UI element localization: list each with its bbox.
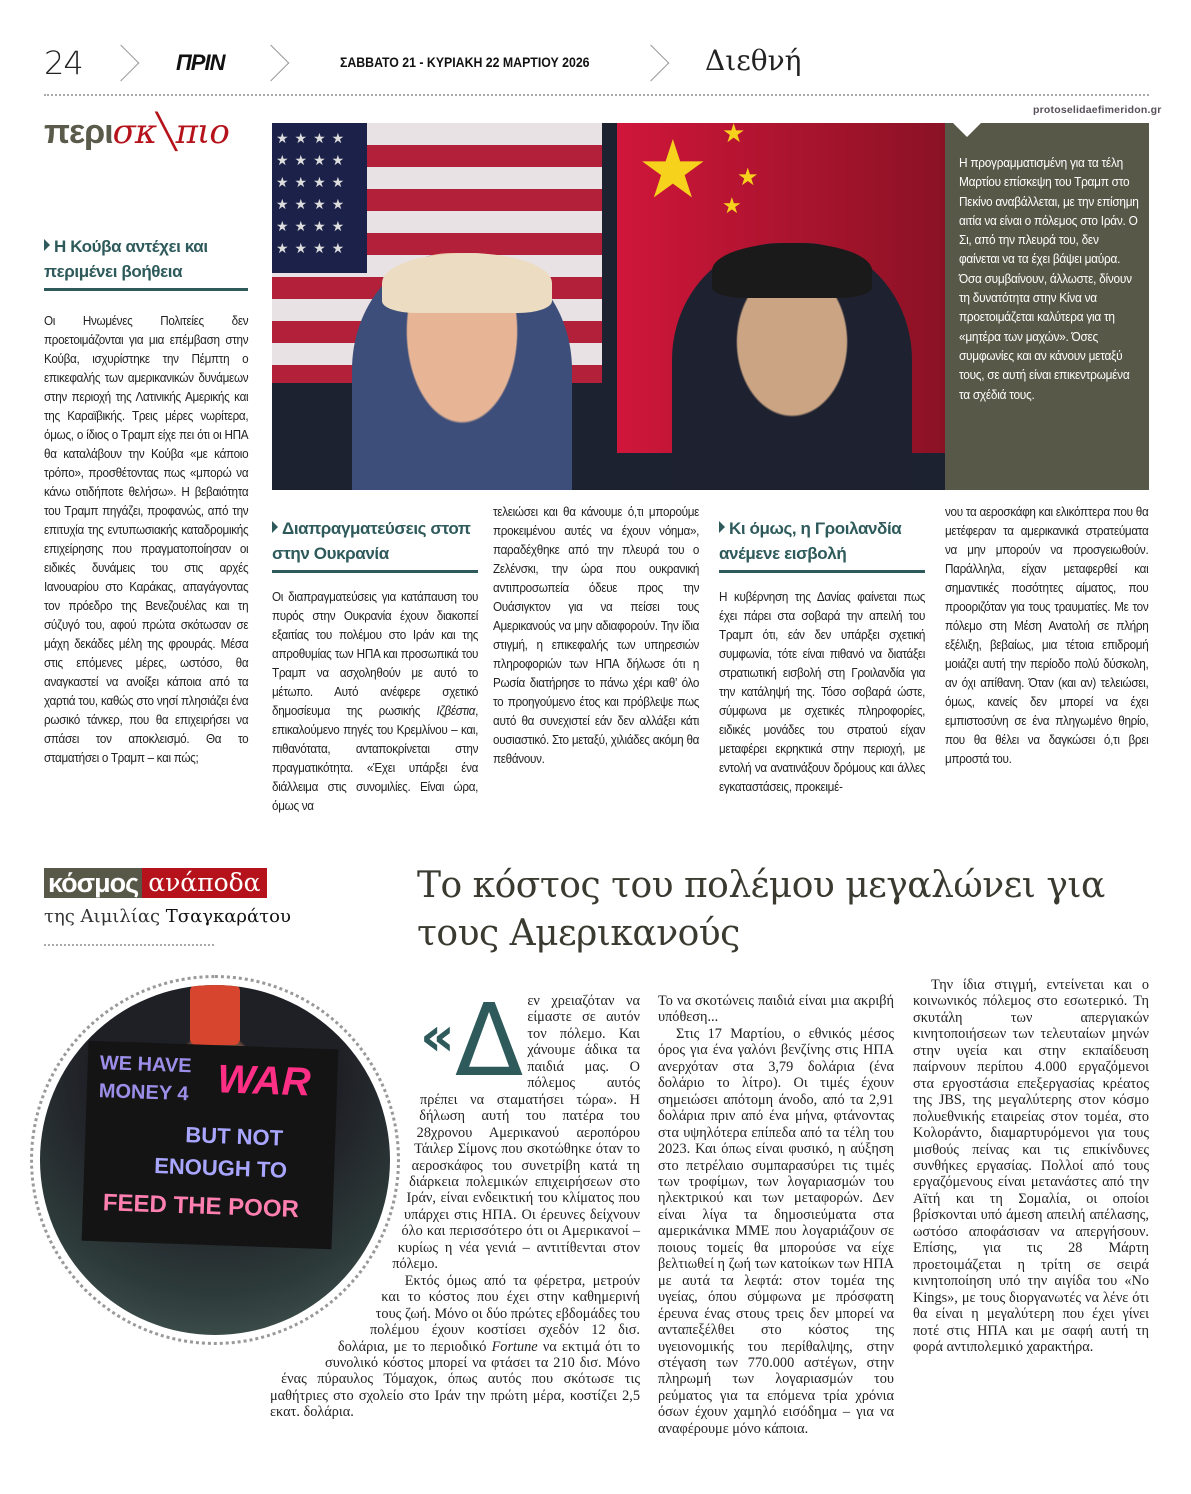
brief-ukraine (272, 516, 478, 815)
article-column-1 (270, 982, 640, 1421)
issue-date: ΣΑΒΒΑΤΟ 21 - ΚΥΡΙΑΚΗ 22 ΜΑΡΤΙΟΥ 2026 (340, 54, 590, 70)
byline: της Αιμιλίας Τσαγκαράτου (44, 906, 291, 927)
periskopio-logo: περισκ╲πιο (44, 112, 229, 152)
article-paragraph: Το να σκοτώνεις παιδιά είναι μια ακριβή υπόθεση... (658, 993, 894, 1026)
article-column-3 (913, 977, 1149, 1355)
triangle-bullet-icon (719, 521, 725, 533)
triangle-bullet-icon (272, 521, 278, 533)
byline-divider (44, 944, 214, 946)
article-column-2 (658, 993, 894, 1437)
article-paragraph: Στις 17 Μαρτίου, ο εθνικός μέσος όρος για ένα γαλόνι βενζίνης στις ΗΠΑ ανερχόταν στα 3,79 δολάρια (ένα δολάριο το λίτρο). Οι τιμές έχουν σημειώσει απότομη άνοδο, από τα 2,91 δολάρια πριν από ένα μήνα, φτάνοντας στα υψηλότερα επίπεδα από τα τέλη του 2023. Και όπως είναι φυσικό, η αύξηση στο πετρέλαιο συμπαρασύρει τις τιμές των τροφίμων, των λογαριασμών του ηλεκτρικού και των μεταφορών. Δεν είναι λίγα τα δημοσιεύματα στα αμερικάνικα ΜΜΕ που λογαριάζουν σε ποιους τομείς θα μπορούσε να είχε βελτιωθεί η ζωή των κατοίκων των ΗΠΑ με αυτά τα λεφτά: στον τομέα της υγείας, όπου σύμφωνα με πρόσφατη έρευνα ένας στους τρεις δεν μπορεί να ανταπεξέλθει στο κόστος της υγειονομικής του περίθαλψης, στην στέγαση των 770.000 αστέγων, στην πληρωμή των λογαριασμών του ρεύματος για τα επόμενα τρία χρόνια όσων έχουν χαμηλό εισόδημα – για να αναφέρουμε μόνο κάποια. (658, 1025, 894, 1437)
brief-cuba (44, 234, 248, 767)
us-flag: ★★★★ ★★★★ ★★★★ ★★★★ ★★★★ ★★★★ (272, 123, 602, 383)
protest-sign: WE HAVE MONEY 4 WAR BUT NOT ENOUGH TO FEED THE POOR (82, 1041, 339, 1250)
article-title: Το κόστος του πολέμου μεγαλώνει για τους Αμερικανούς (417, 865, 1105, 954)
brief-body-continued: νου τα αεροσκάφη και ελικόπτερα που θα μετέφεραν τα αμερικανικά στρατεύματα να μην μπορούν να προσγειωθούν. Παράλληλα, είχαν μεταφερθεί και σημαντικές ποσότητες αίματος, που προοριζόταν για τους τραυματίες. Με τον πόλεμο στη Μέση Ανατολή σε πλήρη εξέλιξη, βεβαίως, μια τέτοια επιδρομή μοιάζει αυτή την περίοδο πολύ δύσκολη, αν όχι απίθανη. Όταν (και αν) τελειώσει, όμως, κανείς δεν μπορεί να έχει εμπιστοσύνη σε ένα πληγωμένο θηρίο, που θα θέλει να δαγκώσει ό,τι βρει μπροστά του. (945, 504, 1149, 766)
newspaper-brand: ΠΡΙΝ (176, 50, 225, 75)
kosmos-anapoda-logo: κόσμος ανάποδα (44, 868, 267, 898)
chevron-right-icon (633, 45, 670, 82)
photo-caption-box (945, 123, 1149, 490)
brief-body: Οι Ηνωμένες Πολιτείες δεν προετοιμάζονται για μια επέμβαση στην Κούβα, ισχυρίστηκε την Πέμπτη ο επικεφαλής των αμερικανικών δυνάμεων στην περιοχή της Λατινικής Αμερικής και της Καραϊβικής. Τρεις μέρες νωρίτερα, όμως, ο ίδιος ο Τραμπ είχε πει ότι οι ΗΠΑ θα καταλάβουν την Κούβα «με κάποιο τρόπο», προσθέτοντας πως «μπορώ να κάνω οτιδήποτε θελήσω». Η βεβαιότητα του Τραμπ πηγάζει, προφανώς, από την επιτυχία της εντυπωσιακής καταδρομικής επιχείρησης που πραγματοποίησαν οι ειδικές δυνάμεις του στις αρχές Ιανουαρίου στο Καράκας, απαγάγοντας τον πρόεδρο της Βενεζουέλας και τη σύζυγό του, αφού πρώτα σκότωσαν σε μάχη δεκάδες μέλη της φρουράς. Μέσα στις επόμενες μέρες, ωστόσο, θα αναγκαστεί να ανοίξει κάποια από τα χαρτιά του, καθώς στο νησί πλησιάζει ένα ρωσικό τάνκερ, που θα επιχειρήσει να σπάσει τον αποκλεισμό. Θα το σταματήσει ο Τραμπ – και πώς; (44, 313, 249, 765)
triangle-bullet-icon (44, 239, 50, 251)
brief-body-continued: τελειώσει και θα κάνουμε ό,τι μπορούμε προκειμένου αυτές να έχουν νόημα», παραδέχθηκε από την πλευρά του ο Ζελένσκι, την ώρα που ουκρανική αντιπροσωπεία όδευε προς την Ουάσιγκτον για να πείσει τους Αμερικανούς να μην αδιαφορούν. Την ίδια στιγμή, η επικεφαλής των υπηρεσιών πληροφοριών των ΗΠΑ δήλωσε ότι η Ρωσία διατήρησε το πάνω χέρι καθ’ όλο το προηγούμενο έτος και πρόβλεψε πως αυτό θα συνεχιστεί εάν δεν αλλάξει κάτι ουσιαστικό. Στο μεταξύ, χιλιάδες ακόμη θα πεθάνουν. (493, 504, 700, 766)
article-paragraph: Εκτός όμως από τα φέρετρα, μετρούν και το κόστος που έχει στην καθημερινή τους ζωή. Μόνο οι δύο πρώτες εβδομάδες του πολέμου έχουν κοστίσει σχεδόν 12 δισ. δολάρια, με το περιοδικό Fortune να εκτιμά ότι το συνολικό κόστος μπορεί να φτάσει τα 210 δισ. Μόνο ένας πύραυλος Τόμαχοκ, όπως αυτός που σκότωσε τις μαθήτριες στο σχολείο στο Ιράν την πρώτη μέρα, κοστίζει 2,5 εκατ. δολάρια. (270, 1272, 640, 1421)
photo-caption-text: Η προγραμματισμένη για τα τέλη Μαρτίου επίσκεψη του Τραμπ στο Πεκίνο αναβάλλεται, με την επίσημη αιτία να είναι ο πόλεμος στο Ιράν. Ο Σι, από την πλευρά του, δεν φαίνεται να τα έχει βάψει μαύρα. Όσα συμβαίνουν, άλλωστε, δίνουν τη δυνατότητα στην Κίνα να προετοιμάζεται καλύτερα για τη «μητέρα των μαχών». Όσες συμφωνίες και αν κάνουν μεταξύ τους, σε αυτή είναι επικεντρωμένα τα σχέδιά τους. (959, 155, 1139, 402)
trump-figure (352, 253, 572, 490)
brief-heading: Η Κούβα αντέχει και περιμένει βοήθεια (44, 234, 248, 291)
trump-xi-photo (272, 123, 945, 490)
article-paragraph: εν χρειαζόταν να είμαστε σε αυτόν τον πόλεμο. Και χάνουμε άδικα τα παιδιά μας. Ο πόλεμος αυτός πρέπει να σταματήσει τώρα». Η δήλωση αυτή του πατέρα του 28χρονου Αμερικανού αεροπόρου Τάιλερ Σίμονς που σκοτώθηκε όταν το αεροσκάφος του συνετρίβη κατά τη διάρκεια πολεμικών επιχειρήσεων στο Ιράν, είναι ενδεικτική του κλίματος που υπάρχει στις ΗΠΑ. Οι έρευνες δείχνουν όλο και περισσότερο ότι οι Αμερικανοί – κυρίως η νέα γενιά – αντιτίθενται στον πόλεμο. (392, 993, 640, 1273)
brief-greenland (719, 516, 925, 796)
xi-figure (672, 243, 912, 490)
protester-phone (190, 985, 240, 1045)
brief-heading: Κι όμως, η Γροιλανδία ανέμενε εισβολή (719, 516, 925, 573)
brief-heading: Διαπραγματεύσεις στοπ στην Ουκρανία (272, 516, 478, 573)
section-title: Διεθνή (705, 44, 802, 77)
page-number: 24 (44, 44, 83, 82)
drop-cap: «Δ (420, 982, 524, 1099)
header-divider (44, 94, 1149, 96)
watermark: protoselidaefimeridon.gr (1030, 104, 1164, 117)
chevron-right-icon (103, 45, 140, 82)
china-flag: ★ ★ ★ ★ (617, 123, 945, 453)
brief-body: Η κυβέρνηση της Δανίας φαίνεται πως έχει πάρει στα σοβαρά την απειλή του Τραμπ ότι, εάν δεν υπάρξει σχετική συμφωνία, τότε είναι πιθανό να διατάξει στρατιωτική εισβολή στη Γροιλανδία για την κατάληψή της. Τόσο σοβαρά ώστε, σύμφωνα με σχετικές πληροφορίες, ειδικές μονάδες του στρατού είχαν μεταφέρει εκρηκτικά στην περιοχή, με εντολή να ανατινάξουν δρόμους και άλλες εγκαταστάσεις, προκειμέ- (719, 589, 926, 794)
article-paragraph: Την ίδια στιγμή, εντείνεται και ο κοινωνικός πόλεμος στο εσωτερικό. Τη σκυτάλη των απεργιακών κινητοποιήσεων των τελευταίων μηνών στην υγεία και στην εκπαίδευση παίρνουν περίπου 4.000 εργαζόμενοι στα εργοστάσια επεξεργασίας κρέατος της JBS, της μεγαλύτερης στον κόσμο πολυεθνικής εταιρείας στον τομέα, στο Κολοράντο, διαμαρτυρόμενοι για τους μισθούς πείνας και τις επικίνδυνες συνθήκες εργασίας. Πολλοί από τους εργαζόμενους είναι μετανάστες από την Αϊτή και τη Σομαλία, οι οποίοι βρίσκονται υπό άμεση απειλή απέλασης, ωστόσο αποφάσισαν να απεργήσουν. Επίσης, για τις 28 Μάρτη προετοιμάζεται η τρίτη σε σειρά κινητοποίηση υπό την αιγίδα του «No Kings», με τους διοργανωτές να λένε ότι θα είναι η μεγαλύτερη που έχει γίνει ποτέ στις ΗΠΑ και με σαφή αυτή τη φορά αντιπολεμικό χαρακτήρα. (913, 977, 1149, 1355)
brief-body: Οι διαπραγματεύσεις για κατάπαυση του πυρός στην Ουκρανία έχουν διακοπεί εξαιτίας του πολέμου στο Ιράν και της απροθυμίας των ΗΠΑ και προσωπικά του Τραμπ να ασχοληθούν με αυτό το μέτωπο. Αυτό ανέφερε σχετικό δημοσίευμα της ρωσικής Ιζβέστια, επικαλούμενο πηγές του Κρεμλίνου – και, πιθανότατα, ανταποκρίνεται στην πραγματικότητα. «Έχει υπάρξει ένα διάλλειμα στις συνομιλίες. Είναι ώρα, όμως να (272, 589, 479, 813)
chevron-right-icon (253, 45, 290, 82)
